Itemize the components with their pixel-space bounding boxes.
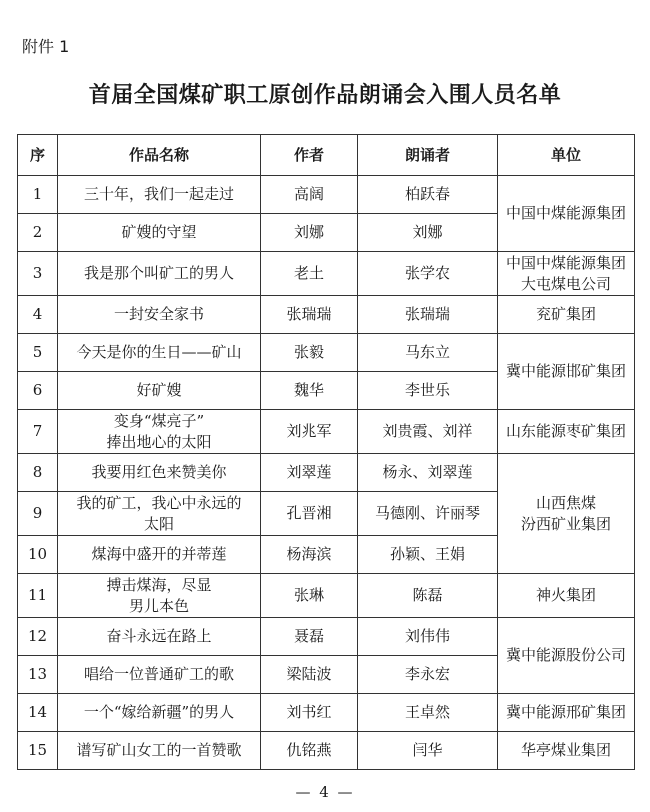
- reciter-name: 张学农: [358, 252, 498, 296]
- header-reciter: 朗诵者: [358, 135, 498, 176]
- work-title: 我是那个叫矿工的男人: [83, 264, 234, 282]
- row-number: 15: [18, 732, 58, 770]
- author-name: 仇铭燕: [261, 732, 358, 770]
- unit-name: 山西焦煤 汾西矿业集团: [520, 493, 611, 533]
- reciter-name: 马东立: [358, 334, 498, 372]
- author-name: 高阔: [261, 176, 358, 214]
- row-number: 13: [18, 656, 58, 694]
- author-name: 杨海滨: [261, 536, 358, 574]
- unit-name: 冀中能源邯矿集团: [505, 362, 626, 380]
- table-row: [18, 296, 635, 334]
- row-number: 6: [18, 372, 58, 410]
- reciter-name: 刘贵霞、刘祥: [358, 410, 498, 454]
- unit-name: 华亭煤业集团: [520, 741, 611, 759]
- header-author: 作者: [261, 135, 358, 176]
- table-row: [18, 176, 635, 214]
- author-name: 刘兆军: [261, 410, 358, 454]
- reciter-name: 杨永、刘翠莲: [358, 454, 498, 492]
- work-title: 唱给一位普通矿工的歌: [83, 665, 234, 683]
- author-name: 刘书红: [261, 694, 358, 732]
- row-number: 7: [18, 410, 58, 454]
- author-name: 孔晋湘: [261, 492, 358, 536]
- row-number: 3: [18, 252, 58, 296]
- page-number: — 4 —: [295, 783, 355, 801]
- header-number: 序: [18, 135, 58, 176]
- work-title: 我的矿工，我心中永远的 太阳: [76, 493, 242, 533]
- work-title: 好矿嫂: [136, 381, 182, 399]
- work-title: 一个“嫁给新疆”的男人: [83, 703, 235, 721]
- unit-name: 中国中煤能源集团: [505, 204, 626, 222]
- unit-name: 中国中煤能源集团 大屯煤电公司: [505, 253, 626, 293]
- row-number: 2: [18, 214, 58, 252]
- nominee-table: [17, 134, 635, 770]
- reciter-name: 张瑞瑞: [358, 296, 498, 334]
- work-title: 三十年，我们一起走过: [83, 185, 234, 203]
- reciter-name: 李永宏: [358, 656, 498, 694]
- reciter-name: 柏跃春: [358, 176, 498, 214]
- table-row: [18, 252, 635, 296]
- reciter-name: 刘娜: [358, 214, 498, 252]
- unit-name: 山东能源枣矿集团: [505, 422, 626, 440]
- header-work-title: 作品名称: [58, 135, 261, 176]
- page-title: 首届全国煤矿职工原创作品朗诵会入围人员名单: [88, 83, 562, 108]
- author-name: 刘娜: [261, 214, 358, 252]
- table-row: [18, 574, 635, 618]
- author-name: 梁陆波: [261, 656, 358, 694]
- work-title: 今天是你的生日——矿山: [76, 343, 242, 361]
- table-row: [18, 732, 635, 770]
- row-number: 14: [18, 694, 58, 732]
- unit-name: 冀中能源邢矿集团: [505, 703, 626, 721]
- row-number: 10: [18, 536, 58, 574]
- attachment-label: 附件 1: [22, 37, 70, 56]
- reciter-name: 陈磊: [358, 574, 498, 618]
- reciter-name: 闫华: [358, 732, 498, 770]
- author-name: 张毅: [261, 334, 358, 372]
- unit-name: 神火集团: [535, 586, 596, 604]
- table-row: [18, 618, 635, 656]
- reciter-name: 孙颖、王娟: [358, 536, 498, 574]
- author-name: 魏华: [261, 372, 358, 410]
- work-title: 谱写矿山女工的一首赞歌: [76, 741, 242, 759]
- work-title: 我要用红色来赞美你: [91, 463, 227, 481]
- reciter-name: 刘伟伟: [358, 618, 498, 656]
- work-title: 一封安全家书: [113, 305, 204, 323]
- author-name: 刘翠莲: [261, 454, 358, 492]
- row-number: 9: [18, 492, 58, 536]
- work-title: 矿嫂的守望: [121, 223, 197, 241]
- work-title: 变身“煤亮子” 捧出地心的太阳: [106, 411, 212, 451]
- unit-name: 兖矿集团: [535, 305, 596, 323]
- table-header-row: [18, 135, 635, 176]
- reciter-name: 马德刚、许丽琴: [358, 492, 498, 536]
- row-number: 12: [18, 618, 58, 656]
- table-row: [18, 454, 635, 492]
- row-number: 1: [18, 176, 58, 214]
- row-number: 5: [18, 334, 58, 372]
- author-name: 张琳: [261, 574, 358, 618]
- row-number: 11: [18, 574, 58, 618]
- header-unit: 单位: [498, 135, 635, 176]
- author-name: 聂磊: [261, 618, 358, 656]
- table-row: [18, 410, 635, 454]
- author-name: 老土: [261, 252, 358, 296]
- work-title: 奋斗永远在路上: [106, 627, 212, 645]
- row-number: 4: [18, 296, 58, 334]
- work-title: 搏击煤海，尽显 男儿本色: [106, 575, 212, 615]
- reciter-name: 王卓然: [358, 694, 498, 732]
- unit-name: 冀中能源股份公司: [505, 646, 626, 664]
- row-number: 8: [18, 454, 58, 492]
- table-row: [18, 694, 635, 732]
- reciter-name: 李世乐: [358, 372, 498, 410]
- author-name: 张瑞瑞: [261, 296, 358, 334]
- table-row: [18, 334, 635, 372]
- work-title: 煤海中盛开的并蒂莲: [91, 545, 227, 563]
